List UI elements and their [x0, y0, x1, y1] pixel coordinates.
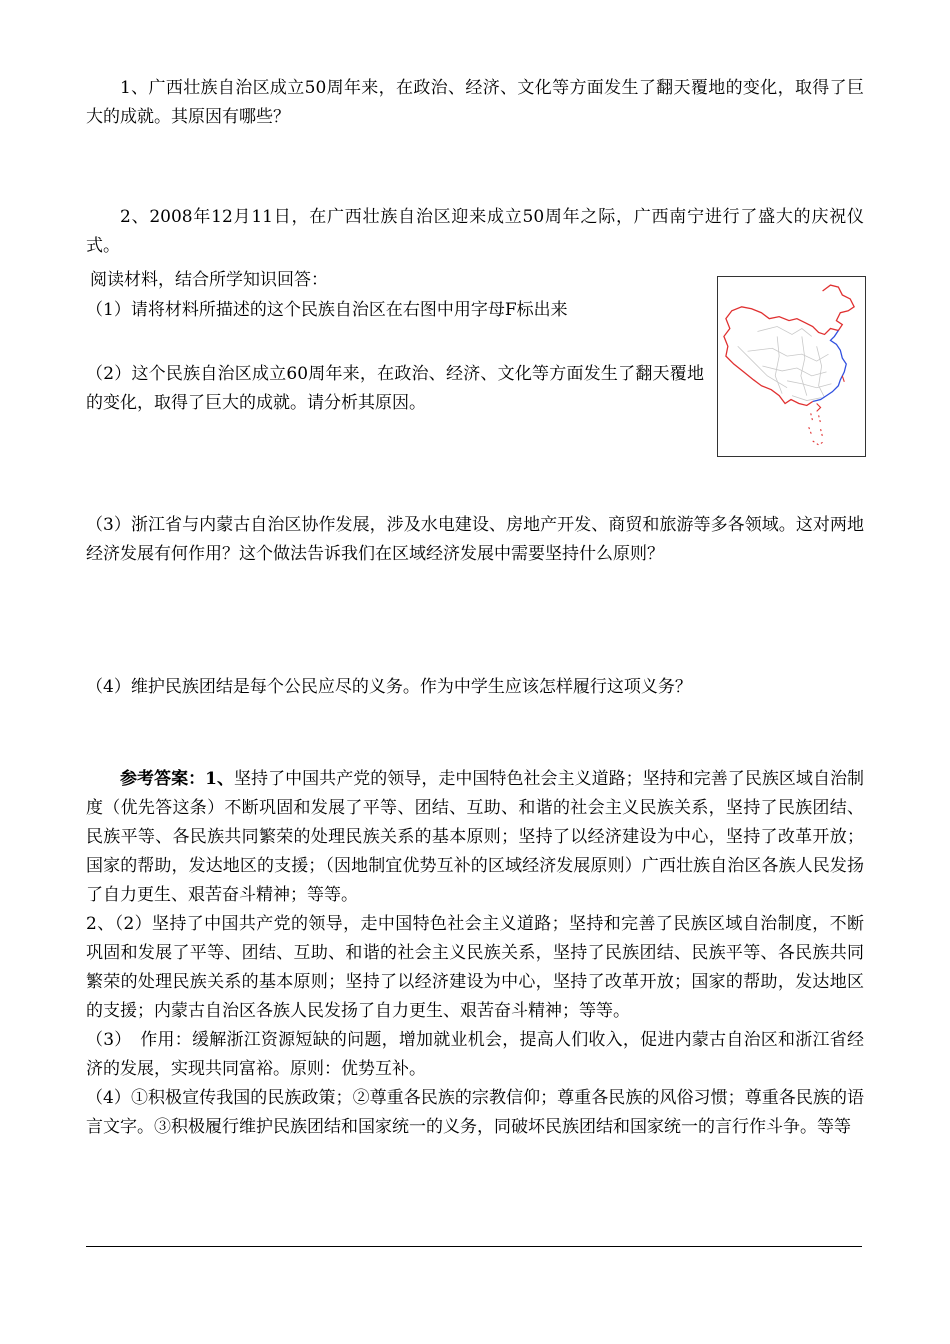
- answer-1-text: 坚持了中国共产党的领导，走中国特色社会主义道路；坚持和完善了民族区域自治制度（优先答这条）不断巩固和发展了平等、团结、互助、和谐的社会主义民族关系，坚持了民族团结、民族平等、各民族共同繁荣的处理民族关系的基本原则；坚持了以经济建设为中心，坚持了改革开放；国家的帮助，发达地区的支援；（因地制宜优势互补的区域经济发展原则）广西壮族自治区各族人民发扬了自力更生、艰苦奋斗精神；等等。: [86, 769, 864, 905]
- question-2-sub4: （4）维护民族团结是每个公民应尽的义务。作为中学生应该怎样履行这项义务？: [86, 677, 692, 697]
- china-map-icon: [718, 277, 865, 456]
- answer-2: 2、（2）坚持了中国共产党的领导，走中国特色社会主义道路；坚持和完善了民族区域自治制度，不断巩固和发展了平等、团结、互助、和谐的社会主义民族关系，坚持了民族团结、民族平等、各民族共同繁荣的处理民族关系的基本原则；坚持了以经济建设为中心，坚持了改革开放；国家的帮助，发达地区的支援；内蒙古自治区各族人民发扬了自力更生、艰苦奋斗精神；等等。: [86, 914, 864, 1021]
- province-boundaries: [738, 327, 832, 401]
- answer-4: （4）①积极宣传我国的民族政策；②尊重各民族的宗教信仰；尊重各民族的风俗习惯；尊重各民族的语言文字。③积极履行维护民族团结和国家统一的义务，同破坏民族团结和国家统一的言行作斗争。等等: [86, 1088, 864, 1137]
- china-map-figure: [717, 276, 866, 457]
- question-2-intro: 2、2008年12月11日，在广西壮族自治区迎来成立50周年之际，广西南宁进行了盛大的庆祝仪式。: [86, 207, 864, 256]
- question-2-prompt: 阅读材料，结合所学知识回答：: [90, 270, 328, 290]
- answer-1: [86, 765, 864, 910]
- bottom-divider: [86, 1246, 862, 1247]
- south-sea-islands: [809, 376, 845, 445]
- answer-3: （3） 作用：缓解浙江资源短缺的问题，增加就业机会，提高人们收入，促进内蒙古自治区和浙江省经济的发展，实现共同富裕。原则：优势互补。: [86, 1030, 864, 1079]
- question-2-sub3: （3）浙江省与内蒙古自治区协作发展，涉及水电建设、房地产开发、商贸和旅游等多各领域。这对两地经济发展有何作用？这个做法告诉我们在区域经济发展中需要坚持什么原则？: [86, 515, 864, 564]
- land-border: [724, 285, 854, 405]
- question-1: 1、广西壮族自治区成立50周年来，在政治、经济、文化等方面发生了翻天覆地的变化，取得了巨大的成就。其原因有哪些？: [86, 78, 864, 127]
- question-2-sub1: （1）请将材料所描述的这个民族自治区在右图中用字母F标出来: [86, 300, 568, 320]
- answer-label: 参考答案：1、: [120, 769, 235, 789]
- reference-answers: [86, 765, 864, 1142]
- coastline: [813, 330, 847, 401]
- question-2-sub2: （2）这个民族自治区成立60周年来，在政治、经济、文化等方面发生了翻天覆地的变化，取得了巨大的成就。请分析其原因。: [86, 364, 704, 413]
